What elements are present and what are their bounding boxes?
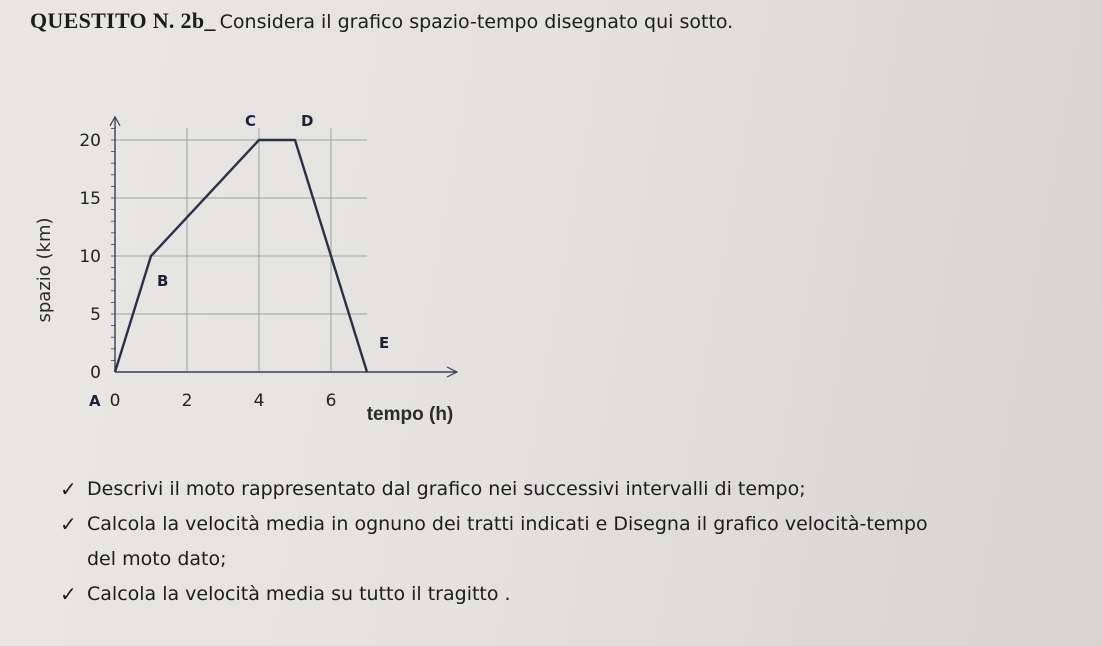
y-tick-label: 5 bbox=[90, 305, 101, 325]
point-label: D bbox=[301, 112, 314, 130]
y-tick-label: 15 bbox=[79, 189, 101, 209]
chart-ticks bbox=[79, 128, 336, 411]
task-text-continuation: del moto dato; bbox=[87, 548, 227, 570]
chart-axes bbox=[110, 117, 457, 377]
point-label: B bbox=[157, 272, 169, 290]
checkmark-icon: ✓ bbox=[60, 477, 77, 501]
y-axis-label: spazio (km) bbox=[34, 217, 55, 323]
question-id: QUESTITO N. 2b_ bbox=[30, 8, 216, 33]
point-label: A bbox=[89, 392, 101, 410]
task-item bbox=[60, 582, 1080, 607]
task-text: Descrivi il moto rappresentato dal grafico nei successivi intervalli di tempo; bbox=[87, 478, 806, 500]
x-tick-label: 2 bbox=[181, 391, 193, 411]
point-label: E bbox=[379, 334, 390, 352]
x-tick-label: 0 bbox=[109, 391, 121, 411]
checkmark-icon: ✓ bbox=[60, 512, 77, 536]
x-tick-label: 6 bbox=[325, 391, 337, 411]
question-instruction: Considera il grafico spazio-tempo disegnato qui sotto. bbox=[219, 11, 734, 33]
chart-point-labels bbox=[89, 112, 389, 410]
space-time-chart bbox=[0, 95, 520, 435]
task-item bbox=[60, 477, 1080, 502]
y-tick-label: 20 bbox=[79, 131, 101, 151]
x-axis-label: tempo (h) bbox=[366, 404, 454, 425]
point-label: C bbox=[245, 112, 257, 130]
question-header bbox=[30, 8, 733, 34]
task-list bbox=[60, 477, 1080, 617]
y-tick-label: 10 bbox=[79, 247, 101, 267]
task-item bbox=[60, 512, 1080, 572]
checkmark-icon: ✓ bbox=[60, 582, 77, 606]
task-text: Calcola la velocità media su tutto il tragitto . bbox=[87, 583, 511, 605]
x-tick-label: 4 bbox=[253, 391, 265, 411]
y-tick-label: 0 bbox=[90, 363, 101, 383]
task-text: Calcola la velocità media in ognuno dei tratti indicati e Disegna il grafico velocità-tempo bbox=[87, 513, 928, 535]
